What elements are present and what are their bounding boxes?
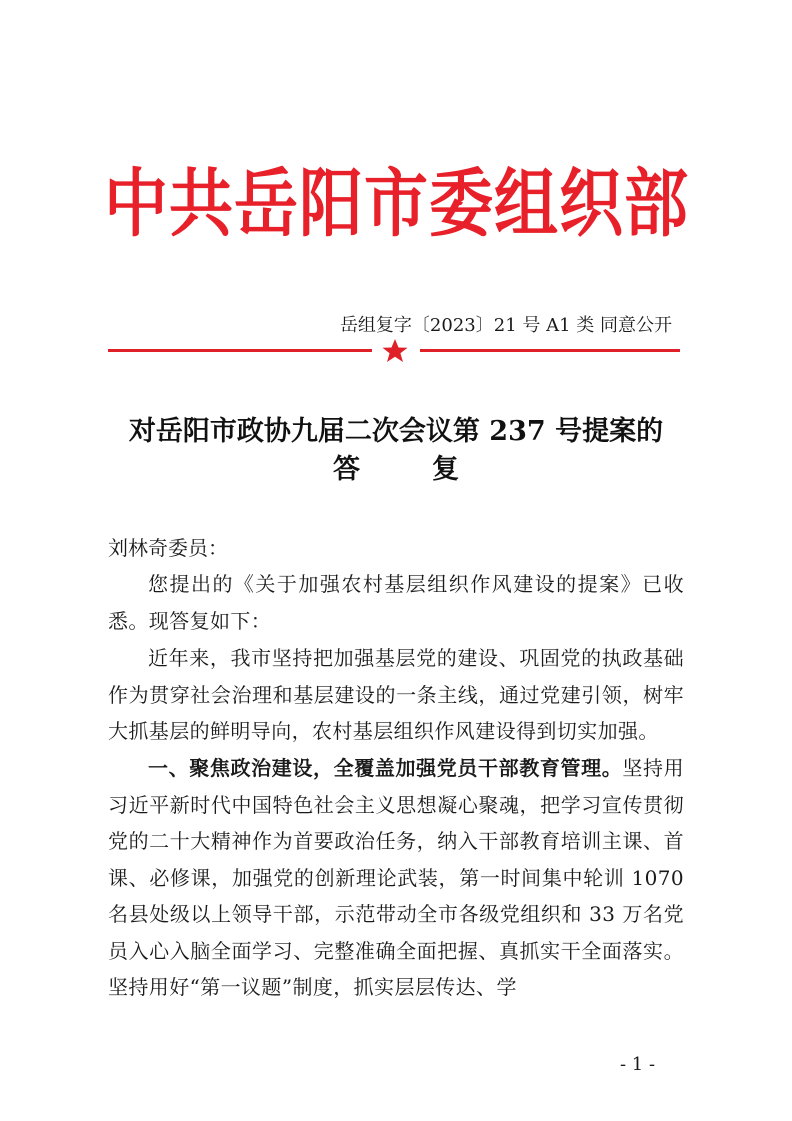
masthead-char: 中 — [104, 162, 168, 248]
masthead-char: 委 — [429, 162, 493, 248]
body-paragraph-2: 近年来，我市坚持把加强基层党的建设、巩固党的执政基础作为贯穿社会治理和基层建设的一条主线，通过党建引领，树牢大抓基层的鲜明导向，农村基层组织作风建设得到切实加强。 — [108, 646, 684, 743]
body-paragraph-1: 您提出的《关于加强农村基层组织作风建设的提案》已收悉。现答复如下： — [108, 572, 684, 633]
title-char: 答 — [333, 454, 360, 485]
document-number: 岳组复字〔2023〕21 号 A1 类 同意公开 — [339, 315, 672, 336]
document-title-line2 — [80, 450, 712, 490]
red-divider-left — [108, 349, 372, 352]
page-number: - 1 - — [620, 1054, 656, 1075]
masthead-char: 岳 — [234, 162, 298, 248]
masthead-char: 部 — [624, 162, 688, 248]
red-divider-right — [420, 349, 680, 352]
section-text: 坚持用习近平新时代中国特色社会主义思想凝心聚魂，把学习宣传贯彻党的二十大精神作为首要政治任务，纳入干部教育培训主课、首课、必修课，加强党的创新理论武装，第一时间集中轮训 1070 名县处级以上领导干部，示范带动全市各级党组织和 33 万名党员入心入脑全面学习、完整准确全面把握、真抓实干全面落实。坚持用好“第一议题”制度，抓实层层传达、学 — [108, 756, 685, 999]
masthead-char: 市 — [364, 162, 428, 248]
org-masthead — [104, 160, 688, 250]
masthead-char: 阳 — [299, 162, 363, 248]
salutation: 刘林奇委员： — [108, 536, 228, 560]
masthead-char: 织 — [559, 162, 623, 248]
section-heading: 一、聚焦政治建设，全覆盖加强党员干部教育管理。 — [148, 756, 623, 780]
document-title-line1: 对岳阳市政协九届二次会议第 237 号提案的 — [128, 416, 664, 447]
masthead-char: 共 — [169, 162, 233, 248]
masthead-char: 组 — [494, 162, 558, 248]
star-icon — [375, 338, 415, 364]
title-char: 复 — [432, 454, 459, 485]
body-paragraph-3 — [108, 750, 684, 1006]
